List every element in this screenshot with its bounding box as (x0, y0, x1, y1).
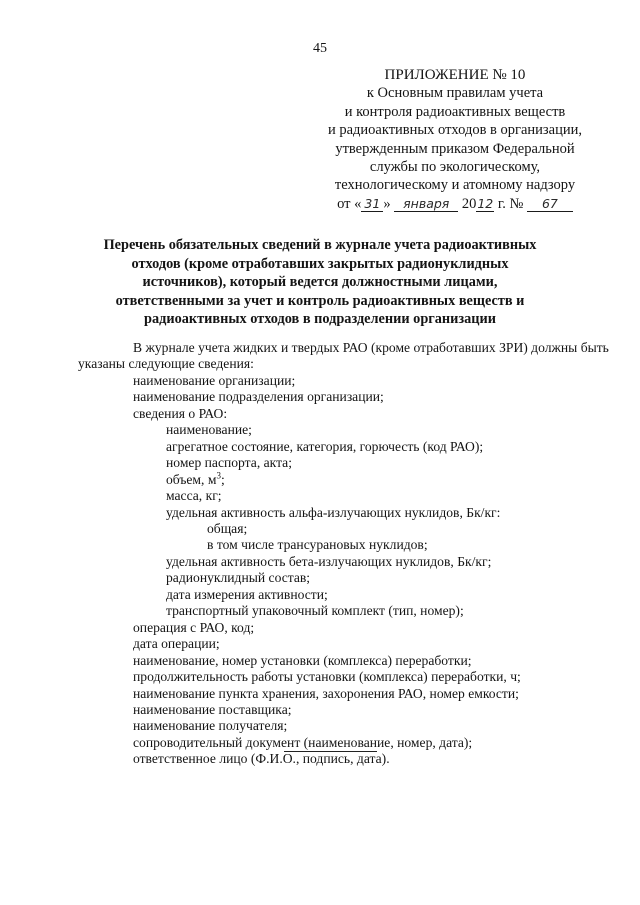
date-quote-close: » (383, 195, 391, 212)
number-label: № (509, 195, 524, 212)
heading-line: радиоактивных отходов в подразделении организации (144, 311, 496, 328)
appendix-line: и радиоактивных отходов в организации, (327, 122, 583, 139)
list-item: наименование поставщика; (133, 701, 292, 717)
appendix-line: технологическому и атомному надзору (334, 177, 576, 194)
handwritten-day: 31 (361, 197, 383, 212)
year-unit: г. (497, 195, 506, 212)
list-item: дата операции; (133, 636, 220, 652)
document-body (78, 340, 610, 768)
heading-line: ответственными за учет и контроль радиоактивных веществ и (115, 292, 525, 309)
handwritten-month: января (394, 197, 458, 212)
appendix-line: службы по экологическому, (369, 159, 541, 176)
list-item: агрегатное состояние, категория, горючесть (код РАО); (166, 438, 484, 454)
list-item: сведения о РАО: (133, 405, 228, 421)
year-prefix: 20 (461, 195, 477, 212)
heading-line: отходов (кроме отработавших закрытых радионуклидных (131, 255, 509, 272)
list-item: удельная активность альфа-излучающих нуклидов, Бк/кг: (166, 504, 501, 520)
closing-rule (284, 751, 377, 752)
list-item: наименование пункта хранения, захоронения РАО, номер емкости; (133, 685, 519, 701)
volume-terminator: ; (220, 471, 225, 487)
list-item: масса, кг; (166, 488, 222, 504)
list-item: сопроводительный документ (наименование, номер, дата); (133, 734, 473, 750)
list-item: номер паспорта, акта; (166, 455, 292, 471)
date-prefix: от « (337, 195, 362, 212)
page-number: 45 (313, 41, 327, 56)
appendix-line: к Основным правилам учета (366, 85, 544, 102)
intro-line: указаны следующие сведения: (78, 356, 254, 372)
list-item: операция с РАО, код; (133, 619, 255, 635)
handwritten-number: 67 (527, 197, 573, 212)
list-item: в том числе трансурановых нуклидов; (207, 537, 428, 553)
document-heading (95, 236, 545, 329)
appendix-block (300, 66, 610, 213)
list-item: удельная активность бета-излучающих нуклидов, Бк/кг; (166, 553, 492, 569)
volume-exponent: 3 (216, 470, 221, 481)
handwritten-year: 12 (477, 195, 494, 211)
appendix-line: утвержденным приказом Федеральной (335, 140, 575, 157)
appendix-line: и контроля радиоактивных веществ (344, 103, 566, 120)
list-item-volume (110, 472, 610, 488)
list-item: наименование получателя; (133, 718, 288, 734)
list-item: дата измерения активности; (166, 586, 328, 602)
list-item: наименование; (166, 422, 252, 438)
list-item: продолжительность работы установки (комплекса) переработки, ч; (133, 669, 521, 685)
list-item: наименование, номер установки (комплекса) переработки; (133, 652, 472, 668)
appendix-title: ПРИЛОЖЕНИЕ № 10 (384, 67, 526, 83)
list-item: наименование организации; (133, 372, 296, 388)
heading-line: источников), который ведется должностными лицами, (142, 274, 498, 291)
intro-line: В журнале учета жидких и твердых РАО (кроме отработавших ЗРИ) должны быть (133, 340, 609, 355)
list-item: транспортный упаковочный комплект (тип, номер); (166, 603, 464, 619)
list-item: наименование подразделения организации; (133, 389, 384, 405)
volume-label: объем, м (166, 471, 217, 487)
list-item: общая; (207, 520, 248, 536)
appendix-date-line (300, 195, 610, 213)
heading-line: Перечень обязательных сведений в журнале учета радиоактивных (103, 237, 537, 253)
list-item: ответственное лицо (Ф.И.О., подпись, дата). (133, 751, 390, 767)
list-item: радионуклидный состав; (166, 570, 311, 586)
